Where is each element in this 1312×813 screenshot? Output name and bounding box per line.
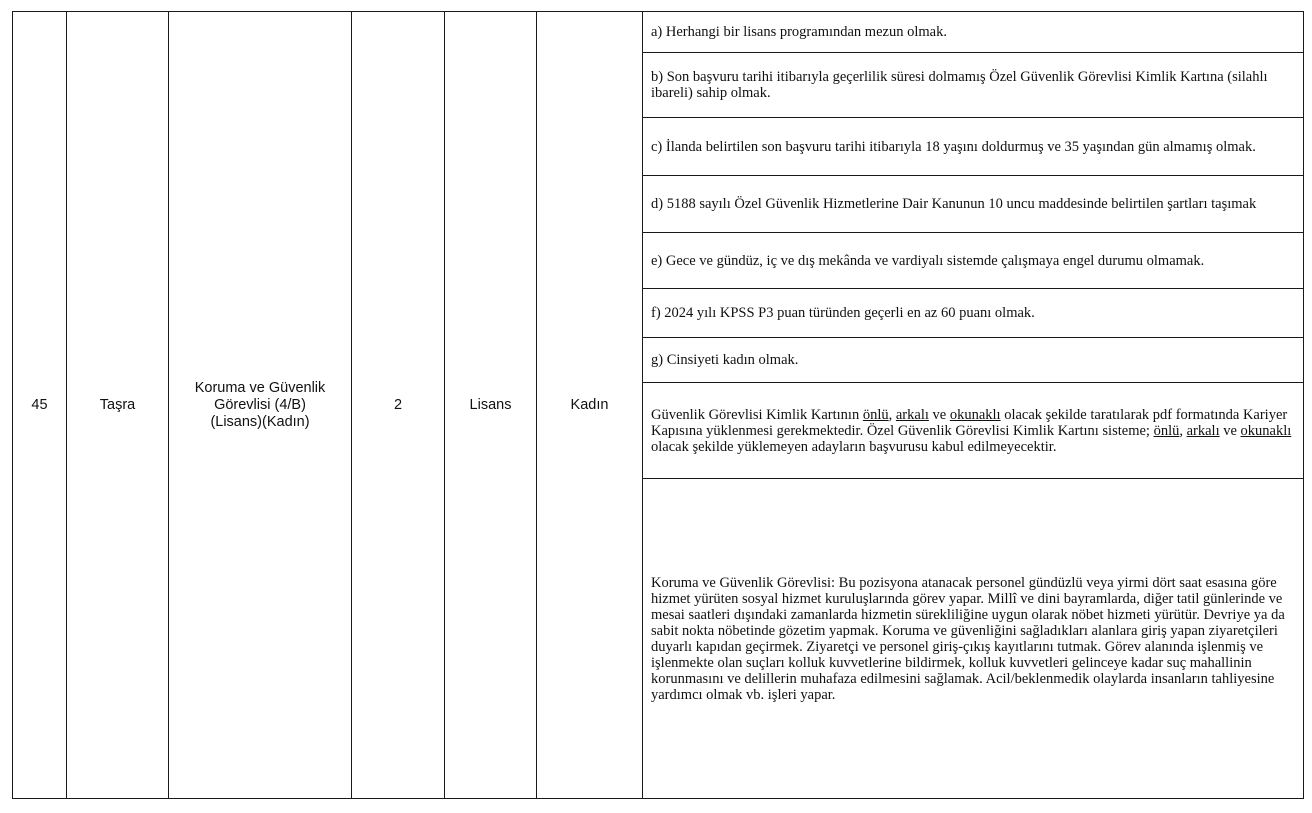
note-underlined-text: okunaklı [1240,422,1292,439]
note-text: , [1179,422,1187,439]
requirement-f: f) 2024 yılı KPSS P3 puan türünden geçerli en az 60 puanı olmak. [643,289,1304,338]
table-row [13,12,1304,53]
education-level: Lisans [469,396,512,413]
row-number-cell [13,12,67,799]
position-title-line: Görevlisi (4/B) [214,396,306,413]
gender-cell [537,12,643,799]
position-title-line: (Lisans)(Kadın) [210,413,310,430]
note-underlined-text: önlü [1153,422,1180,439]
count-cell [352,12,445,799]
note-underlined-text: önlü [862,406,889,423]
job-description: Koruma ve Güvenlik Görevlisi: Bu pozisyona atanacak personel gündüzlü veya yirmi dört saat esasına göre hizmet yürüten sosyal hizmet kuruluşlarında görev yapar. Millî ve dini bayramlarda, diğer tatil günlerinde ve mesai saatleri dışındaki zamanlarda hizmetin sürekliliğine uygun olarak nöbet hizmeti yürütür. Devriye ya da sabit nokta nöbetinde gözetim yapmak. Koruma ve güvenliğini sağladıkları alanlara giriş yapan ziyaretçileri duyarlı kapıdan geçirmek. Ziyaretçi ve personel giriş-çıkış kayıtlarını tutmak. Görev alanında işlenmiş ve işlenmekte olan suçları kolluk kuvvetlerine bildirmek, kolluk kuvvetleri gelinceye kadar suç mahallinin korunmasını ve delillerin muhafaza edilmesini sağlamak. Acil/beklenmedik olaylarda insanların tahliyesine yardımcı olmak vb. işleri yapar. [643,479,1304,799]
requirement-g: g) Cinsiyeti kadın olmak. [643,338,1304,383]
position-title-line: Koruma ve Güvenlik [194,379,326,396]
requirement-d: d) 5188 sayılı Özel Güvenlik Hizmetlerine Dair Kanunun 10 uncu maddesinde belirtilen şartları taşımak [643,176,1304,233]
position-cell [169,12,352,799]
note-underlined-text: arkalı [1186,422,1220,439]
location-cell [67,12,169,799]
row-number: 45 [31,396,48,413]
requirement-e: e) Gece ve gündüz, iç ve dış mekânda ve vardiyalı sistemde çalışmaya engel durumu olmamak. [643,233,1304,289]
job-listing-table [12,11,1304,799]
note-text: olacak şekilde taratılarak pdf formatında Kariyer Kapısına yüklenmesi gerekmektedir. Özel Güvenlik Görevlisi Kimlik Kartını sisteme; [651,406,1288,439]
location-value: Taşra [99,396,136,413]
requirement-c: c) İlanda belirtilen son başvuru tarihi itibarıyla 18 yaşını doldurmuş ve 35 yaşından gün almamış olmak. [643,118,1304,176]
note-underlined-text: arkalı [895,406,929,423]
note-underlined-text: okunaklı [949,406,1001,423]
note-text: Güvenlik Görevlisi Kimlik Kartının [651,406,863,423]
education-cell [445,12,537,799]
id-card-note [643,383,1304,479]
note-text: ve [1219,422,1241,439]
note-text: ve [928,406,950,423]
note-text: , [888,406,896,423]
requirement-b: b) Son başvuru tarihi itibarıyla geçerlilik süresi dolmamış Özel Güvenlik Görevlisi Kimlik Kartına (silahlı ibareli) sahip olmak. [643,53,1304,118]
position-count: 2 [393,396,403,413]
note-text: olacak şekilde yüklemeyen adayların başvurusu kabul edilmeyecektir. [651,438,1057,455]
requirement-a: a) Herhangi bir lisans programından mezun olmak. [643,12,1304,53]
gender-value: Kadın [570,396,609,413]
